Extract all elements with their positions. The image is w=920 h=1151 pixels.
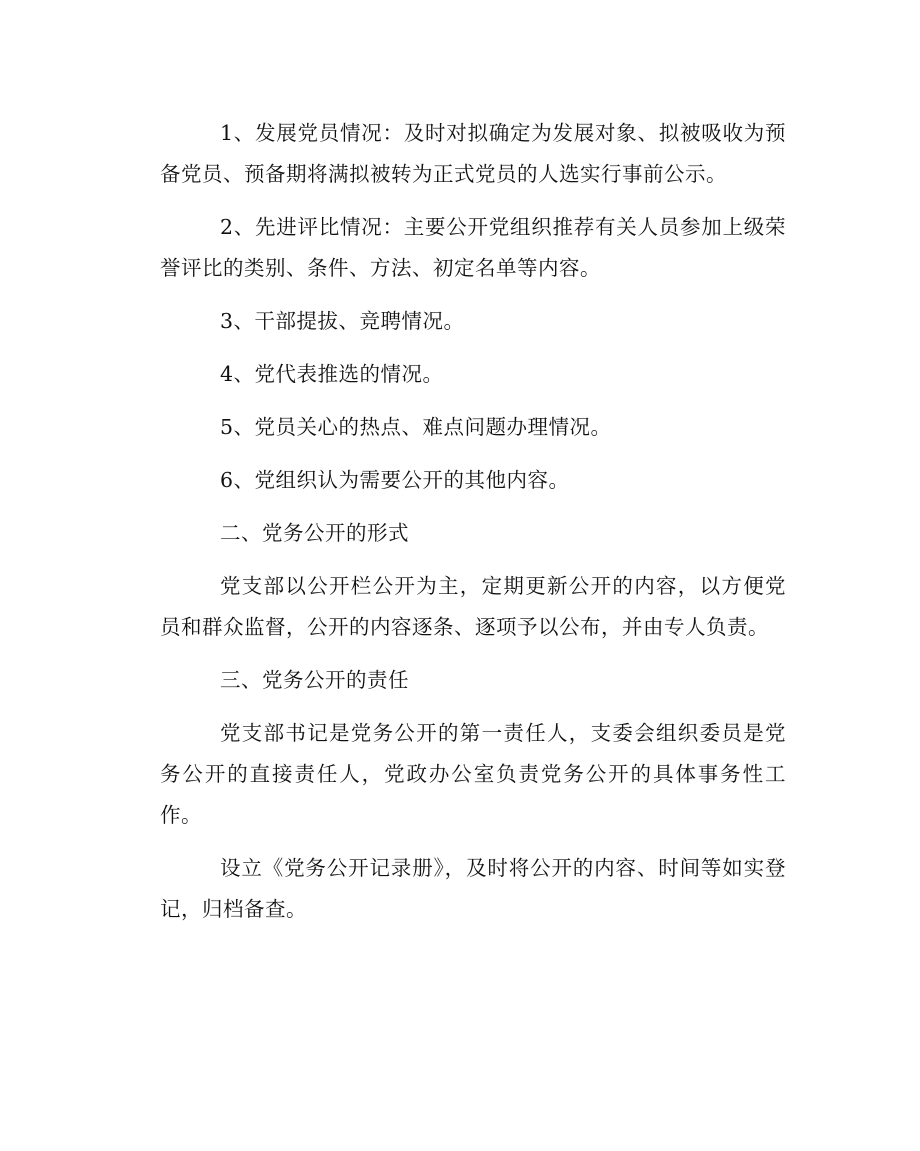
paragraph-cadre-promotion: 3、干部提拔、竞聘情况。 (220, 309, 465, 333)
paragraph-responsibility-description: 党支部书记是党务公开的第一责任人，支委会组织委员是党务公开的直接责任人，党政办公室负责党务公开的具体事务性工作。 (160, 721, 786, 827)
section-heading-responsibility: 三、党务公开的责任 (220, 668, 409, 692)
section-heading-form: 二、党务公开的形式 (220, 521, 409, 545)
paragraph-delegate-selection: 4、党代表推选的情况。 (220, 362, 444, 386)
paragraph-other-content: 6、党组织认为需要公开的其他内容。 (220, 468, 570, 492)
paragraph-record-book: 设立《党务公开记录册》，及时将公开的内容、时间等如实登记，归档备查。 (160, 856, 786, 921)
paragraph-party-member-development: 1、发展党员情况：及时对拟确定为发展对象、拟被吸收为预备党员、预备期将满拟被转为正式党员的人选实行事前公示。 (160, 121, 786, 186)
document-body (160, 113, 786, 942)
paragraph-hot-issues: 5、党员关心的热点、难点问题办理情况。 (220, 415, 612, 439)
paragraph-advanced-evaluation: 2、先进评比情况：主要公开党组织推荐有关人员参加上级荣誉评比的类别、条件、方法、初定名单等内容。 (160, 215, 786, 280)
paragraph-form-description: 党支部以公开栏公开为主，定期更新公开的内容，以方便党员和群众监督，公开的内容逐条、逐项予以公布，并由专人负责。 (160, 574, 786, 639)
